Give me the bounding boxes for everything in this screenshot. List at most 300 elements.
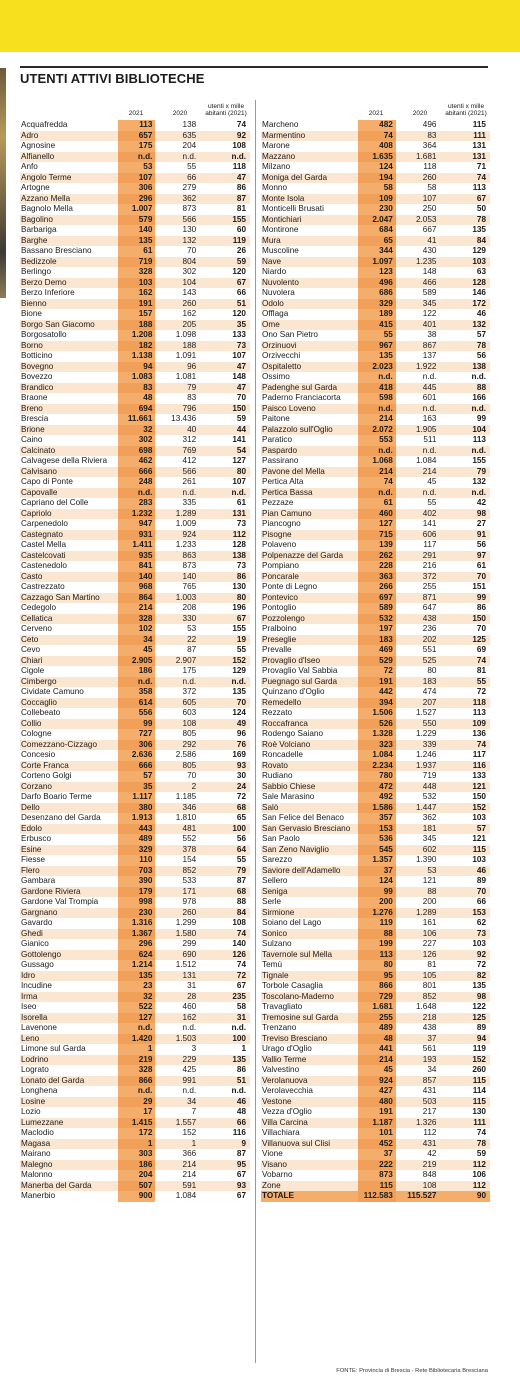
table-row (20, 1065, 250, 1076)
users-2020: 366 (182, 1149, 197, 1158)
municipality-name: Sirmione (262, 907, 295, 917)
table-row (261, 1002, 490, 1013)
users-2020: 1.235 (415, 256, 437, 266)
users-per-thousand: 60 (236, 225, 246, 234)
users-per-thousand: 155 (472, 456, 486, 465)
municipality-name: Padenghe sul Garda (262, 382, 338, 392)
users-per-thousand: 70 (476, 571, 486, 581)
users-2020: 1.185 (175, 792, 197, 801)
users-2020: 603 (182, 708, 197, 717)
users-2020: 335 (182, 498, 197, 507)
users-2020: 460 (182, 1002, 197, 1011)
users-2021: 74 (358, 131, 396, 142)
table-row (261, 1107, 490, 1118)
municipality-name: Chiari (21, 655, 43, 665)
table-row (261, 1044, 490, 1055)
table-row (20, 393, 250, 404)
users-2021: 1.316 (118, 918, 156, 929)
users-2020: 1.557 (175, 1117, 197, 1127)
table-row (261, 152, 490, 163)
municipality-name: Lodrino (21, 1054, 49, 1064)
table-row (20, 1170, 250, 1181)
municipality-name: Barbariga (21, 225, 57, 234)
users-2021: 545 (358, 845, 396, 856)
table-row (20, 225, 250, 236)
users-2020: 438 (422, 1023, 437, 1032)
municipality-name: Bassano Bresciano (21, 246, 92, 255)
users-per-thousand: 113 (472, 183, 486, 192)
municipality-name: Carpenedolo (21, 519, 68, 528)
table-row (20, 404, 250, 415)
table-row (261, 635, 490, 646)
users-2021: 45 (358, 1065, 396, 1076)
users-2021: 2.047 (358, 215, 396, 226)
header-2020: 2020 (172, 110, 188, 117)
users-2020: 667 (422, 225, 437, 234)
table-row (261, 666, 490, 677)
users-per-thousand: 129 (232, 666, 246, 675)
municipality-name: Borgo San Giacomo (21, 319, 95, 329)
users-2021: 110 (118, 855, 156, 866)
users-2021: 17 (118, 1107, 156, 1118)
users-2020: 28 (187, 991, 197, 1001)
title-rule (20, 66, 488, 68)
users-per-thousand: 155 (232, 214, 246, 224)
municipality-name: Edolo (21, 823, 42, 833)
users-2020: 261 (182, 477, 197, 486)
users-2020: 204 (182, 141, 197, 150)
users-2021: 200 (358, 897, 396, 908)
table-row (20, 267, 250, 278)
users-2020: 126 (422, 949, 437, 959)
municipality-name: Urago d'Oglio (262, 1044, 312, 1053)
users-2020: 591 (182, 1180, 197, 1190)
users-2021: 1.117 (118, 792, 156, 803)
table-row (261, 257, 490, 268)
users-2021: 866 (118, 1076, 156, 1087)
users-2020: 402 (422, 508, 437, 518)
users-2020: 805 (182, 760, 197, 770)
users-2021: 418 (358, 383, 396, 394)
table-row (261, 845, 490, 856)
table-row (261, 782, 490, 793)
municipality-name: Adro (21, 130, 39, 140)
users-2021: 460 (358, 509, 396, 520)
users-2021: n.d. (118, 1023, 156, 1034)
users-per-thousand: 63 (476, 267, 486, 276)
users-2021: 947 (118, 519, 156, 530)
municipality-name: Leno (21, 1033, 40, 1043)
users-2021: 415 (358, 320, 396, 331)
users-per-thousand: 135 (232, 1054, 246, 1064)
table-row (261, 1160, 490, 1171)
users-2021: 127 (358, 519, 396, 530)
users-per-thousand: 68 (236, 886, 246, 896)
header-per-mille-line1: utenti x mille (207, 103, 245, 110)
municipality-name: Borno (21, 340, 43, 350)
table-row (261, 141, 490, 152)
users-2020: 255 (422, 582, 437, 591)
users-per-thousand: 70 (476, 886, 486, 896)
users-2020: 217 (422, 1107, 437, 1116)
users-2020: 96 (187, 361, 197, 371)
municipality-name: Manerbio (21, 1191, 56, 1200)
users-2020: 106 (422, 928, 437, 938)
users-per-thousand: 133 (472, 771, 486, 780)
users-2021: 462 (118, 456, 156, 467)
users-2021: 1.506 (358, 708, 396, 719)
table-row (20, 750, 250, 761)
users-2021: 864 (118, 593, 156, 604)
table-row (20, 330, 250, 341)
municipality-name: Ome (262, 319, 280, 329)
users-2020: 299 (182, 939, 197, 948)
users-2020: 605 (182, 697, 197, 707)
municipality-name: Cazzago San Martino (21, 592, 100, 602)
users-2020: 83 (427, 130, 437, 140)
users-2020: 1.905 (415, 424, 437, 434)
users-per-thousand: 72 (476, 960, 486, 969)
users-2020: 108 (182, 718, 197, 728)
table-row (261, 404, 490, 415)
table-row (20, 309, 250, 320)
users-2020: 445 (422, 382, 437, 392)
table-row (20, 246, 250, 257)
users-2020: 236 (422, 624, 437, 633)
users-2021: 698 (118, 446, 156, 457)
municipality-name: Muscoline (262, 246, 299, 255)
users-per-thousand: 66 (236, 1117, 246, 1127)
table-row (261, 866, 490, 877)
users-2020: 218 (422, 1012, 437, 1022)
table-row (261, 162, 490, 173)
table-row (261, 1034, 490, 1045)
users-2021: 408 (358, 141, 396, 152)
users-2020: 805 (182, 729, 197, 738)
users-per-thousand: 48 (236, 1107, 246, 1116)
users-per-thousand: 46 (236, 1096, 246, 1106)
users-2021: 657 (118, 131, 156, 142)
users-per-thousand: 111 (473, 1117, 486, 1127)
municipality-name: Provaglio Val Sabbia (262, 666, 338, 675)
table-row (261, 1149, 490, 1160)
users-per-thousand: 55 (236, 645, 246, 654)
users-per-thousand: 91 (476, 529, 486, 539)
header-per-mille-line2: abitanti (2021) (205, 110, 247, 117)
total-users-per-thousand: 90 (476, 1191, 486, 1200)
users-2020: 138 (182, 120, 197, 129)
table-row (261, 1055, 490, 1066)
users-2021: 553 (358, 435, 396, 446)
municipality-name: Castelcovati (21, 550, 66, 560)
municipality-name: Bione (21, 309, 42, 318)
users-2021: 1.357 (358, 855, 396, 866)
table-row (20, 582, 250, 593)
municipality-name: Sabbio Chiese (262, 781, 316, 791)
municipality-name: Cedegolo (21, 603, 57, 612)
table-row (20, 456, 250, 467)
municipality-name: Nave (262, 256, 282, 266)
table-row (20, 992, 250, 1003)
header-per-mille (202, 103, 250, 117)
municipality-name: Magasa (21, 1138, 51, 1148)
municipality-name: Visano (262, 1159, 287, 1169)
users-2021: 29 (118, 1097, 156, 1108)
table-row (20, 488, 250, 499)
table-row (20, 897, 250, 908)
table-row (20, 152, 250, 163)
table-row (261, 792, 490, 803)
users-2020: 863 (182, 550, 197, 560)
table-row (20, 729, 250, 740)
users-2021: 58 (358, 183, 396, 194)
users-2020: 200 (422, 897, 437, 906)
municipality-name: Passirano (262, 456, 299, 465)
municipality-name: Brandico (21, 382, 54, 392)
users-2021: 968 (118, 582, 156, 593)
users-2020: 207 (422, 697, 437, 707)
municipality-name: Vestone (262, 1096, 292, 1106)
users-2020: 1.503 (175, 1033, 197, 1043)
table-row (20, 383, 250, 394)
table-row (261, 981, 490, 992)
users-2020: 122 (422, 309, 437, 318)
users-per-thousand: 138 (472, 361, 486, 371)
users-2021: 719 (118, 257, 156, 268)
users-2021: 496 (358, 278, 396, 289)
users-2020: 312 (182, 435, 197, 444)
table-row (261, 372, 490, 383)
municipality-name: Orzivecchi (262, 351, 301, 360)
municipality-name: Roncadelle (262, 750, 303, 759)
users-2020: 161 (422, 918, 437, 927)
table-row (20, 1149, 250, 1160)
users-2020: 112 (423, 1128, 437, 1137)
users-2020: 45 (427, 477, 437, 486)
users-2020: n.d. (182, 1086, 197, 1095)
table-row (261, 740, 490, 751)
table-row (20, 467, 250, 478)
users-2021: 197 (358, 624, 396, 635)
users-per-thousand: 120 (232, 309, 246, 318)
users-2021: 1.411 (118, 540, 156, 551)
table-row (20, 656, 250, 667)
table-row (261, 299, 490, 310)
users-2020: 260 (182, 298, 197, 308)
municipality-name: Rudiano (262, 771, 293, 780)
users-2020: 1.922 (415, 361, 437, 371)
municipality-name: Niardo (262, 267, 287, 276)
municipality-name: Breno (21, 403, 43, 413)
users-2021: 34 (118, 635, 156, 646)
users-per-thousand: 166 (472, 393, 486, 402)
users-per-thousand: 116 (232, 1128, 246, 1137)
municipality-name: Gambara (21, 876, 56, 885)
table-row (261, 1023, 490, 1034)
users-per-thousand: 74 (476, 739, 486, 749)
users-2021: 88 (358, 929, 396, 940)
table-row (261, 929, 490, 940)
users-2021: 37 (358, 866, 396, 877)
users-2021: 11.661 (118, 414, 156, 425)
users-per-thousand: 82 (476, 970, 486, 980)
users-2021: 172 (118, 1128, 156, 1139)
users-2021: 135 (118, 236, 156, 247)
municipality-name: Cerveno (21, 624, 52, 633)
users-per-thousand: 67 (236, 1191, 246, 1200)
users-2020: 88 (427, 886, 437, 896)
users-2021: 107 (118, 173, 156, 184)
users-2020: 566 (182, 466, 197, 476)
users-2021: 727 (118, 729, 156, 740)
table-row (261, 204, 490, 215)
users-2020: 2 (191, 781, 197, 791)
users-2021: 2.234 (358, 761, 396, 772)
table-row (261, 771, 490, 782)
table-row (261, 1097, 490, 1108)
users-per-thousand: 56 (236, 834, 246, 843)
users-2021: 296 (118, 939, 156, 950)
users-2020: 924 (182, 529, 197, 539)
users-2021: 866 (358, 981, 396, 992)
users-per-thousand: 148 (232, 372, 246, 381)
users-2021: 302 (118, 435, 156, 446)
users-2020: 121 (422, 876, 437, 885)
municipality-name: Incudine (21, 981, 52, 990)
users-per-thousand: 42 (476, 498, 486, 507)
users-2021: 83 (118, 383, 156, 394)
users-per-thousand: 106 (472, 1170, 486, 1179)
right-column (261, 97, 490, 1202)
municipality-name: Castel Mella (21, 540, 67, 549)
municipality-name: Pavone del Mella (262, 466, 325, 476)
users-2021: 589 (358, 603, 396, 614)
users-2020: n.d. (182, 1023, 197, 1032)
table-row (20, 194, 250, 205)
table-row (20, 960, 250, 971)
municipality-name: Casto (21, 571, 43, 581)
municipality-name: Calcinato (21, 445, 56, 455)
users-2020: 130 (182, 225, 197, 234)
users-per-thousand: 74 (236, 120, 246, 129)
users-2020: 214 (182, 1170, 197, 1179)
users-2021: 2.023 (358, 362, 396, 373)
users-per-thousand: 79 (236, 865, 246, 875)
table-row (261, 236, 490, 247)
users-2020: 871 (422, 592, 437, 602)
users-2021: n.d. (118, 152, 156, 163)
source-note: FONTE: Provincia di Brescia - Rete Bibliotecaria Bresciana (336, 1368, 488, 1374)
municipality-name: Paspardo (262, 445, 298, 455)
users-per-thousand: 67 (236, 1170, 246, 1179)
users-2021: 614 (118, 698, 156, 709)
table-row (261, 656, 490, 667)
municipality-name: Barghe (21, 235, 48, 245)
users-2021: 1 (118, 1139, 156, 1150)
users-2020: 58 (427, 183, 437, 192)
table-row (261, 414, 490, 425)
municipality-name: Tavernole sul Mella (262, 949, 333, 959)
table-row (261, 120, 490, 131)
municipality-name: Villachiara (262, 1128, 300, 1137)
table-row (261, 960, 490, 971)
users-per-thousand: 99 (476, 592, 486, 602)
table-row (261, 383, 490, 394)
users-2020: 425 (182, 1065, 197, 1074)
users-2021: 624 (118, 950, 156, 961)
users-2021: 35 (118, 782, 156, 793)
users-2020: 852 (422, 991, 437, 1001)
users-2020: 606 (422, 529, 437, 539)
table-row (261, 708, 490, 719)
municipality-name: Soiano del Lago (262, 918, 322, 927)
users-2020: 22 (187, 634, 197, 644)
municipality-name: Pertica Alta (262, 477, 304, 486)
table-row (20, 624, 250, 635)
users-2020: 1.527 (415, 708, 437, 717)
table-row (261, 992, 490, 1003)
municipality-name: Angolo Terme (21, 172, 72, 182)
table-row (261, 887, 490, 898)
users-2021: 715 (358, 530, 396, 541)
users-2021: 230 (118, 908, 156, 919)
users-per-thousand: 50 (476, 204, 486, 213)
users-per-thousand: 47 (236, 382, 246, 392)
total-users-2020: 115.527 (407, 1191, 437, 1200)
users-2021: 57 (118, 771, 156, 782)
table-row (20, 120, 250, 131)
users-2020: n.d. (422, 372, 437, 381)
table-row (261, 950, 490, 961)
municipality-name: Bedizzole (21, 256, 57, 266)
municipality-name: Gardone Val Trompia (21, 897, 99, 906)
column-divider (255, 100, 256, 1363)
users-2020: 796 (182, 403, 197, 413)
municipality-name: Zone (262, 1180, 281, 1190)
users-per-thousand: 86 (236, 571, 246, 581)
table-row (261, 624, 490, 635)
municipality-name: Longhena (21, 1086, 58, 1095)
municipality-name: Capo di Ponte (21, 477, 73, 486)
users-2021: 214 (358, 1055, 396, 1066)
users-per-thousand: 118 (472, 697, 486, 707)
users-2021: 532 (358, 614, 396, 625)
users-2021: 219 (118, 1055, 156, 1066)
table-row (261, 530, 490, 541)
users-per-thousand: 114 (472, 1086, 486, 1095)
users-per-thousand: 196 (232, 603, 246, 612)
municipality-name: Capriano del Colle (21, 498, 89, 507)
table-row (261, 131, 490, 142)
users-2021: 598 (358, 393, 396, 404)
municipality-name: Esine (21, 844, 42, 854)
table-row (261, 677, 490, 688)
table-row (20, 876, 250, 887)
users-per-thousand: 125 (472, 1012, 486, 1022)
table-row (261, 761, 490, 772)
users-2020: 162 (182, 309, 197, 318)
users-per-thousand: 128 (472, 277, 486, 287)
municipality-name: Pertica Bassa (262, 487, 313, 497)
table-row (20, 435, 250, 446)
users-per-thousand: 84 (236, 907, 246, 917)
municipality-name: San Gervasio Bresciano (262, 823, 351, 833)
users-2020: 1.084 (175, 1191, 197, 1200)
table-row (261, 855, 490, 866)
header-2021: 2021 (128, 110, 144, 117)
users-2020: 362 (422, 813, 437, 822)
users-per-thousand: 153 (472, 907, 486, 917)
